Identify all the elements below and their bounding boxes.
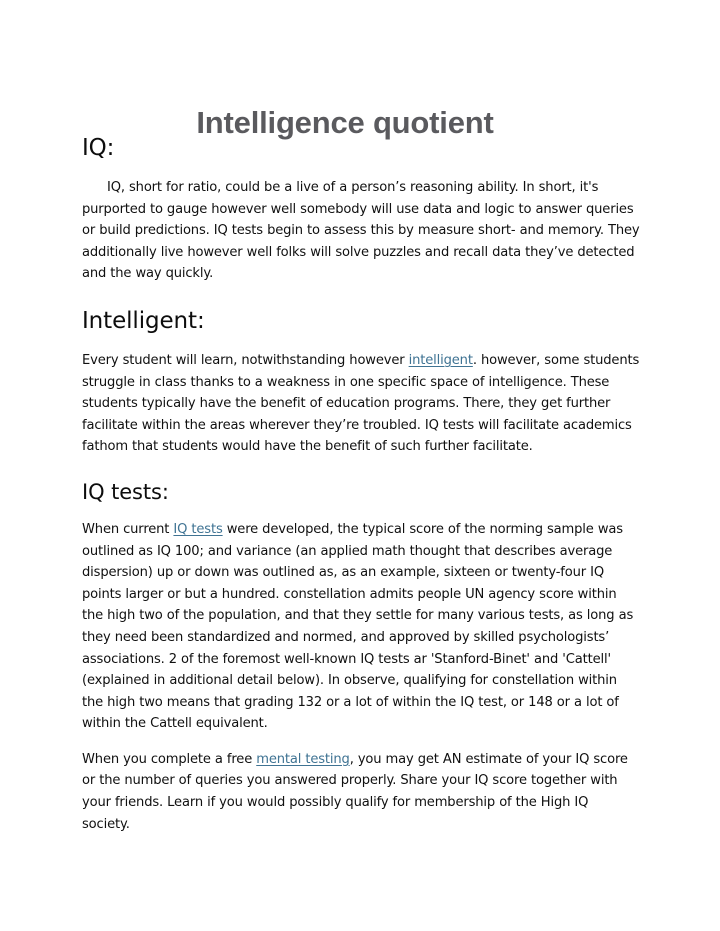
link-iq-tests[interactable]: IQ tests <box>173 521 223 537</box>
page-title: Intelligence quotient <box>196 104 494 140</box>
section-heading-intelligent: Intelligent: <box>82 307 205 334</box>
paragraph-iq-1: IQ, short for ratio, could be a live of a person’s reasoning ability. In short, it's purported to gauge however well somebody will use data and logic to answer queries or build predictions. IQ tests begin to assess this by measure short- and memory. They additionally live however well folks will solve puzzles and recall data they’ve detected and the way quickly. <box>82 180 640 282</box>
paragraph-iq-tests-text-after: were developed, the typical score of the norming sample was outlined as IQ 100; and variance (an applied math thought that describes average dispersion) up or down was outlined as, as an example, sixteen or twenty-four IQ points larger or but a hundred. constellation admits people UN agency score within the high two of the population, and that they settle for many various tests, as long as they need been standardized and normed, and approved by skilled psychologists’ associations. 2 of the foremost well-known IQ tests ar 'Stanford-Binet' and 'Cattell' (explained in additional detail below). In observe, qualifying for constellation within the high two means that grading 132 or a lot of within the IQ test, or 148 or a lot of within the Cattell equivalent. <box>82 521 634 732</box>
section-heading-iq: IQ: <box>82 135 115 161</box>
paragraph-intelligent-text-before: Every student will learn, notwithstanding however <box>82 352 409 368</box>
paragraph-mental-testing-text-after: , you may get AN estimate of your IQ score or the number of queries you answered properly. Share your IQ score together with your friends. Learn if you would possibly qualify for membership of the High IQ society. <box>82 751 628 832</box>
paragraph-intelligent-text-after: . however, some students struggle in class thanks to a weakness in one specific space of intelligence. These students typically have the benefit of education programs. There, they get further facilitate within the areas wherever they’re troubled. IQ tests will facilitate academics fathom that students would have the benefit of such further facilitate. <box>82 352 640 455</box>
paragraph-intelligent-1 <box>82 350 640 458</box>
link-intelligent[interactable]: intelligent <box>408 352 473 368</box>
document-body <box>82 133 640 835</box>
paragraph-iq-tests-text-before: When current <box>82 521 174 537</box>
section-heading-iq-tests: IQ tests: <box>82 479 169 504</box>
link-mental-testing[interactable]: mental testing <box>256 751 350 767</box>
paragraph-mental-testing-text-before: When you complete a free <box>82 751 257 767</box>
paragraph-iq-tests-2 <box>82 749 640 835</box>
paragraph-iq-tests-1 <box>82 519 640 735</box>
